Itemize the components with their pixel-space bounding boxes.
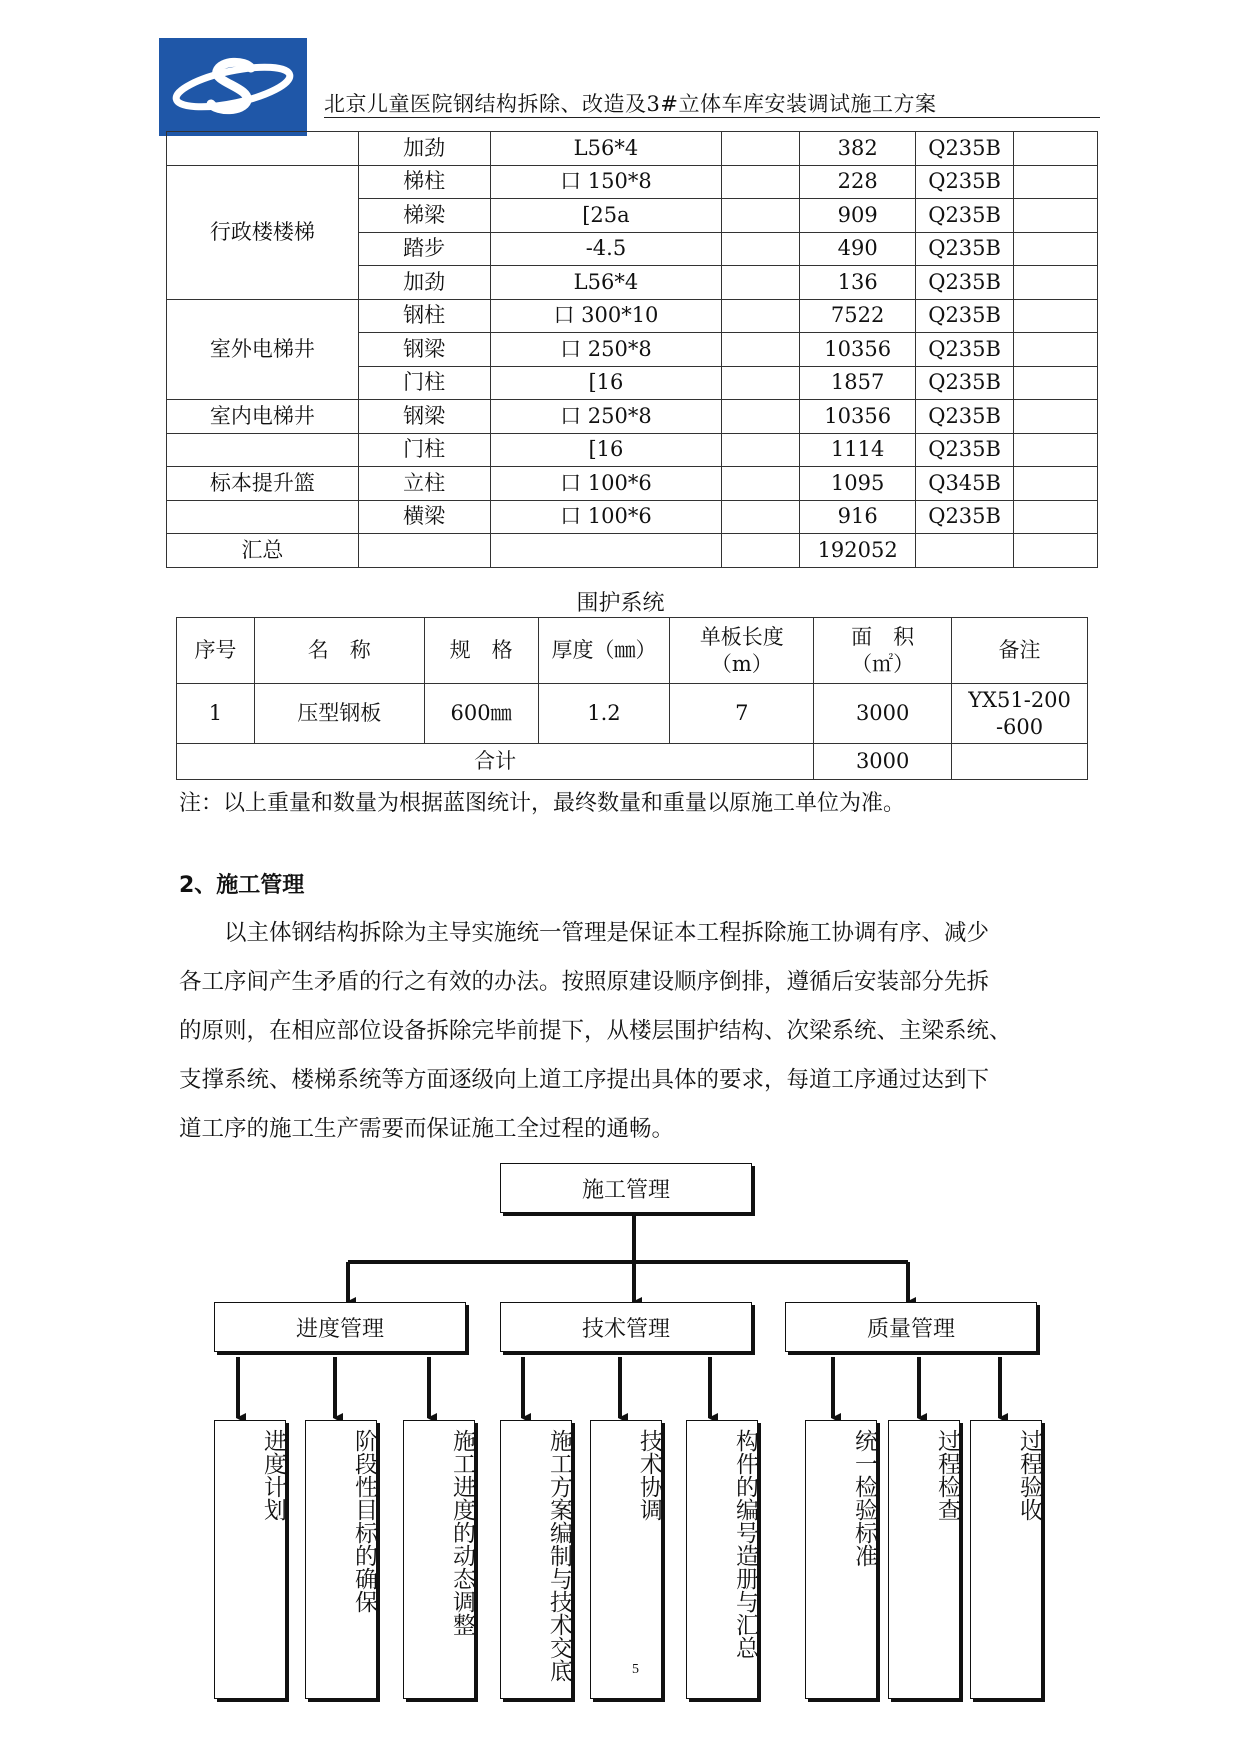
- cell-spec: 口 100*6: [490, 500, 722, 534]
- paragraph-line: 以主体钢结构拆除为主导实施统一管理是保证本工程拆除施工协调有序、减少: [179, 920, 990, 946]
- header-spec: 规 格: [424, 618, 538, 684]
- cell-name: 立柱: [358, 467, 490, 501]
- cell-remark-line1: YX51-200: [968, 688, 1071, 713]
- cell-weight: 1857: [800, 366, 916, 400]
- paragraph-line: 各工序间产生矛盾的行之有效的办法。按照原建设顺序倒排，遵循后安装部分先拆: [179, 969, 990, 995]
- org-leaf-box: [805, 1420, 877, 1699]
- cell-group: 标本提升篮: [167, 467, 359, 501]
- paragraph-line: 的原则，在相应部位设备拆除完毕前提下，从楼层围护结构、次梁系统、主梁系统、: [179, 1018, 1012, 1044]
- org-leaf-text: 施工方案编制与技术交底: [546, 1429, 572, 1682]
- cell-spec: 口 300*10: [490, 299, 722, 333]
- cell-spec: L56*4: [490, 266, 722, 300]
- cell-spec: 口 100*6: [490, 467, 722, 501]
- cell-name: 钢梁: [358, 400, 490, 434]
- cell-spec: 口 250*8: [490, 400, 722, 434]
- cell-material: Q235B: [916, 165, 1014, 199]
- cell-material: Q235B: [916, 132, 1014, 166]
- header-thickness: 厚度（㎜）: [538, 618, 670, 684]
- cell-name: 横梁: [358, 500, 490, 534]
- cell-weight: 909: [800, 199, 916, 233]
- org-leaf-box: [970, 1420, 1042, 1699]
- org-leaf-box: [305, 1420, 377, 1699]
- cell-name: 梯梁: [358, 199, 490, 233]
- enclosure-total-area: 3000: [814, 744, 952, 780]
- cell-weight: 228: [800, 165, 916, 199]
- cell-no: 1: [177, 684, 255, 744]
- cell-group: 室外电梯井: [167, 299, 359, 400]
- cell-material: Q235B: [916, 366, 1014, 400]
- cell-spec: 口 150*8: [490, 165, 722, 199]
- cell-spec: L56*4: [490, 132, 722, 166]
- cell-name: 梯柱: [358, 165, 490, 199]
- cell-name: 加劲: [358, 266, 490, 300]
- header-remark: 备注: [952, 618, 1088, 684]
- cell-area: 3000: [814, 684, 952, 744]
- cell-name: 门柱: [358, 366, 490, 400]
- cell-name: 踏步: [358, 232, 490, 266]
- cell-spec: [16: [490, 433, 722, 467]
- cell-total-label: 汇总: [167, 534, 359, 568]
- header-length-line1: 单板长度: [699, 625, 784, 650]
- cell-remark-line2: -600: [995, 714, 1044, 739]
- cell-spec: -4.5: [490, 232, 722, 266]
- cell-spec: 600㎜: [424, 684, 538, 744]
- org-leaf-box: [686, 1420, 758, 1699]
- cell-weight: 7522: [800, 299, 916, 333]
- header-area-line2: （㎡）: [851, 651, 915, 676]
- cell-total-weight: 192052: [800, 534, 916, 568]
- cell-material: Q345B: [916, 467, 1014, 501]
- paragraph-line: 道工序的施工生产需要而保证施工全过程的通畅。: [179, 1116, 675, 1142]
- table-note: 注：以上重量和数量为根据蓝图统计，最终数量和重量以原施工单位为准。: [179, 791, 906, 816]
- cell-material: Q235B: [916, 199, 1014, 233]
- cell-weight: 1095: [800, 467, 916, 501]
- cell-name: 门柱: [358, 433, 490, 467]
- section-heading: 2、施工管理: [179, 873, 305, 898]
- org-leaf-text: 统一检验标准: [851, 1429, 877, 1567]
- org-leaf-box: [214, 1420, 286, 1699]
- cell-length: 7: [670, 684, 814, 744]
- org-leaf-text: 过程检查: [934, 1429, 960, 1521]
- cell-material: Q235B: [916, 266, 1014, 300]
- org-branch-technical: 技术管理: [500, 1302, 752, 1352]
- org-leaf-box: [403, 1420, 475, 1699]
- org-leaf-box: [590, 1420, 662, 1699]
- cell-material: Q235B: [916, 433, 1014, 467]
- cell-weight: 10356: [800, 333, 916, 367]
- org-leaf-text: 技术协调: [636, 1429, 662, 1521]
- header-name: 名 称: [254, 618, 424, 684]
- cell-material: Q235B: [916, 232, 1014, 266]
- paragraph-line: 支撑系统、楼梯系统等方面逐级向上道工序提出具体的要求，每道工序通过达到下: [179, 1067, 990, 1093]
- cell-name: 压型钢板: [254, 684, 424, 744]
- org-leaf-text: 进度计划: [260, 1429, 286, 1521]
- document-header-title: 北京儿童医院钢结构拆除、改造及3#立体车库安装调试施工方案: [324, 92, 937, 116]
- cell-spec: [25a: [490, 199, 722, 233]
- cell-name: 钢梁: [358, 333, 490, 367]
- cell-group: 室内电梯井: [167, 400, 359, 434]
- cell-material: Q235B: [916, 500, 1014, 534]
- org-branch-quality: 质量管理: [785, 1302, 1037, 1352]
- header-length-line2: （m）: [710, 651, 773, 676]
- cell-group: 行政楼楼梯: [167, 165, 359, 299]
- cell-material: Q235B: [916, 299, 1014, 333]
- cell-weight: 490: [800, 232, 916, 266]
- header-no: 序号: [177, 618, 255, 684]
- cell-weight: 382: [800, 132, 916, 166]
- cell-spec: [16: [490, 366, 722, 400]
- org-leaf-text: 阶段性目标的确保: [351, 1429, 377, 1613]
- cell-thickness: 1.2: [538, 684, 670, 744]
- header-area-line1: 面 积: [851, 625, 915, 650]
- enclosure-total-label: 合计: [177, 744, 814, 780]
- cell-name: 加劲: [358, 132, 490, 166]
- org-leaf-box: [888, 1420, 960, 1699]
- org-leaf-text: 构件的编号造册与汇总: [732, 1429, 758, 1659]
- org-leaf-text: 施工进度的动态调整: [449, 1429, 475, 1636]
- org-leaf-box: [500, 1420, 572, 1699]
- cell-weight: 136: [800, 266, 916, 300]
- cell-spec: 口 250*8: [490, 333, 722, 367]
- cell-weight: 10356: [800, 400, 916, 434]
- org-root-box: 施工管理: [500, 1163, 752, 1213]
- org-leaf-text: 过程验收: [1016, 1429, 1042, 1521]
- cell-weight: 916: [800, 500, 916, 534]
- org-branch-progress: 进度管理: [214, 1302, 466, 1352]
- enclosure-caption: 围护系统: [576, 591, 665, 616]
- cell-material: Q235B: [916, 400, 1014, 434]
- page-number: 5: [632, 1662, 639, 1677]
- cell-weight: 1114: [800, 433, 916, 467]
- cell-name: 钢柱: [358, 299, 490, 333]
- cell-material: Q235B: [916, 333, 1014, 367]
